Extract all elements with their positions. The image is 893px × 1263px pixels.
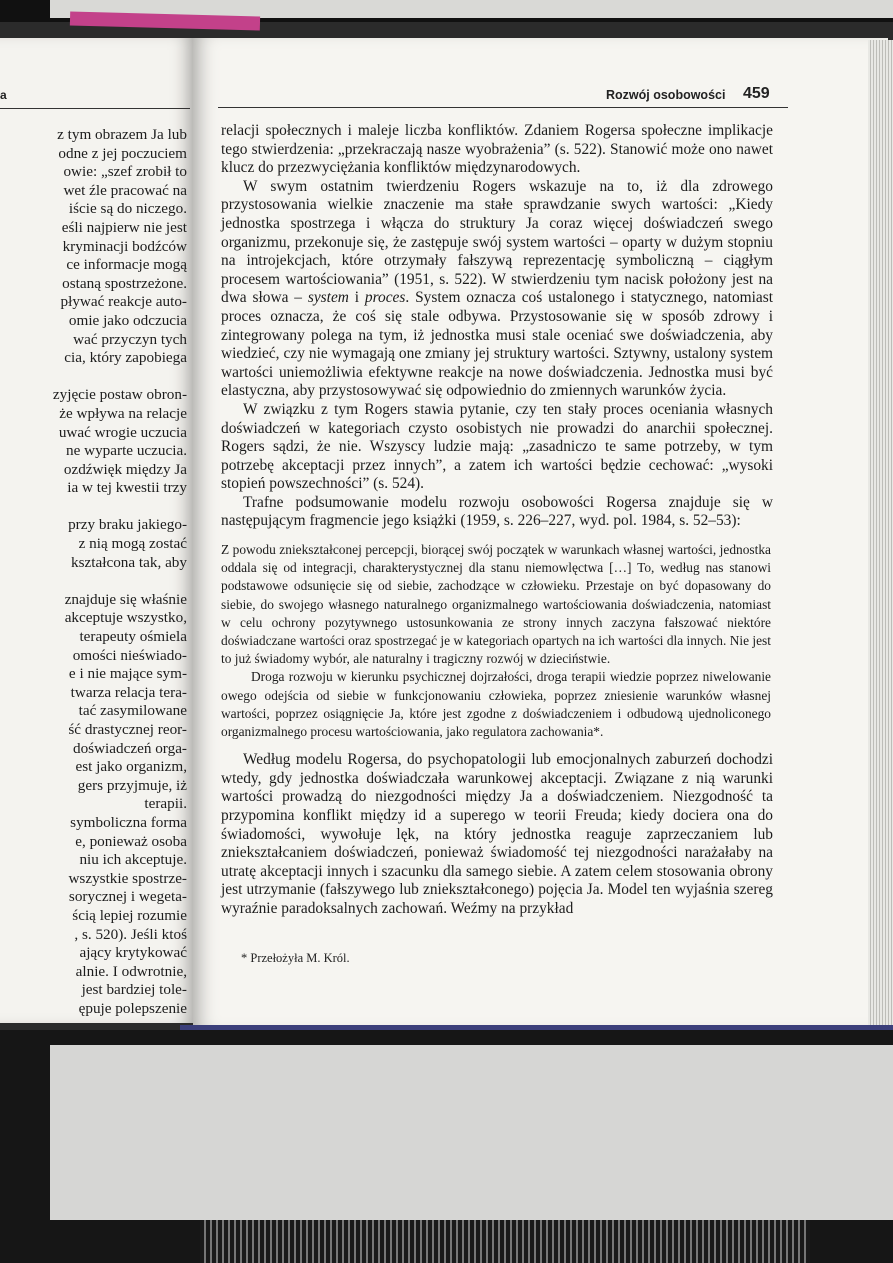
left-page-line bbox=[0, 498, 187, 517]
left-page-line: znajduje się właśnie bbox=[64, 590, 187, 608]
paragraph-2-end: . System oznacza coś ustalonego i statycznego, natomiast proces oznacza, że coś się stale odbywa. Przystosowanie się w sposób zdrowy i zintegrowany polega na tym, iż jednostka musi stale oceniać swe doświadczenia, aby wiedzieć, czy nie wymagają one zmiany jej struktury wartości. Sztywny, ustalony system wartości uniemożliwia efektywne reakcje na nowe doświadczenia. Jednostka musi być elastyczna, aby przystosowywać się odpowiednio do zmiennych warunków życia. bbox=[221, 289, 773, 400]
left-page-line: ść drastycznej reor- bbox=[68, 721, 187, 738]
body-text bbox=[221, 122, 773, 919]
left-page-line: ne wyparte uczucia. bbox=[65, 442, 187, 460]
left-page-line: terapeuty ośmiela bbox=[79, 628, 187, 646]
left-page-line: jest bardziej tole- bbox=[81, 981, 187, 999]
paragraph-5: Według modelu Rogersa, do psychopatologii lub emocjonalnych zaburzeń dochodzi wtedy, gdy jednostka doświadczała warunkowej akceptacji. Związane z nią warunki wartości prowadzą do niezgodności między Ja a doświadczeniem. Niezgodność ta przypomina konflikt między id a superego w teorii Freuda; kiedy dociera ona do świadomości, wywołuje lęk, na który jednostka reaguje zaprzeczaniem lub zniekształcaniem doświadczeń, ponieważ świadomość tej niezgodności narażałaby na utratę akceptacji innych i szacunku dla samego siebie. A zatem celem stosowania obrony jest utrzymanie (fałszywego lub zniekształconego) pojęcia Ja. Model ten wyjaśnia szereg wyraźnie paradoksalnych zachowań. Weźmy na przykład bbox=[221, 751, 773, 918]
block-quote bbox=[221, 541, 773, 741]
left-running-head: a bbox=[0, 88, 7, 102]
left-page bbox=[0, 38, 193, 1023]
left-page-line: ce informacje mogą bbox=[66, 256, 187, 274]
paragraph-3: W związku z tym Rogers stawia pytanie, czy ten stały proces oceniania własnych doświadczeń w kategoriach czysto osobistych nie prowadzi do anarchii społecznej. Rogers sądzi, że nie. Wszyscy ludzie mają: „zasadniczo te same potrzeby, w tym potrzebę akceptacji przez innych”, a zatem ich wartości będzie cechować: „wysoki stopień powszechności” (s. 524). bbox=[221, 400, 773, 493]
paragraph-2-start: W swym ostatnim twierdzeniu Rogers wskazuje na to, iż dla zdrowego przystosowania wielkie znaczenie ma stałe sprawdzanie swych wartości: „Kiedy jednostka spostrzega i włącza do struktury Ja coraz więcej doświadczeń swego organizmu, przekonuje się, że zastępuje swój system wartości – oparty w dużym stopniu na introjekcjach, które otrzymały fałszywą reprezentację symboliczną – ciągłym procesem wartościowania” (1951, s. 522). W stwierdzeniu tym nacisk położony jest na dwa słowa – bbox=[221, 177, 773, 307]
left-page-line: owie: „szef zrobił to bbox=[63, 163, 187, 181]
left-page-line: ający krytykować bbox=[79, 944, 187, 962]
footnote: * Przełożyła M. Król. bbox=[241, 951, 350, 965]
paragraph-1: relacji społecznych i maleje liczba konfliktów. Zdaniem Rogersa społeczne implikacje tego stwierdzenia: „przekraczają nasze wyobrażenia” (s. 522). Stanowić może ono nawet klucz do przezwyciężania konfliktów międzynarodowych. bbox=[221, 122, 773, 177]
left-page-line: wet źle pracować na bbox=[63, 181, 187, 199]
scanner-grille bbox=[200, 1220, 810, 1263]
scanner-top-edge bbox=[0, 0, 893, 22]
emphasis-system: system bbox=[307, 289, 349, 307]
head-rule bbox=[218, 107, 788, 108]
left-page-line: omości nieświado- bbox=[72, 646, 187, 664]
left-page-line: eśli najpierw nie jest bbox=[61, 218, 187, 236]
paragraph-2-conj: i bbox=[348, 289, 365, 307]
page-number: 459 bbox=[743, 85, 770, 102]
left-page-line: ępuje polepszenie bbox=[78, 999, 187, 1017]
left-page-line: kształcona tak, aby bbox=[71, 553, 187, 571]
left-page-line: tać zasymilowane bbox=[78, 702, 187, 720]
emphasis-proces: proces bbox=[364, 289, 406, 307]
left-page-line: uwać wrogie uczucia bbox=[58, 423, 187, 441]
left-page-text bbox=[0, 126, 187, 1019]
left-page-line: pływać reakcje auto- bbox=[60, 293, 187, 311]
left-page-line bbox=[0, 572, 187, 591]
left-page-line: kryminacji bodźców bbox=[62, 237, 187, 255]
running-head: Rozwój osobowości bbox=[606, 88, 726, 102]
left-page-line: ia w tej kwestii trzy bbox=[67, 479, 187, 497]
left-page-line: przy braku jakiego- bbox=[68, 516, 187, 534]
left-page-line: ozdźwięk między Ja bbox=[63, 460, 187, 478]
left-page-line: akceptuje wszystko, bbox=[64, 609, 187, 627]
scanner-tray bbox=[50, 1045, 893, 1220]
paragraph-2 bbox=[221, 178, 773, 401]
left-page-line: zyjęcie postaw obron- bbox=[52, 386, 187, 404]
left-page-line: że wpływa na relacje bbox=[59, 404, 187, 422]
left-page-line: z tym obrazem Ja lub bbox=[57, 126, 187, 143]
left-head-rule bbox=[0, 108, 190, 109]
left-page-line: gers przyjmuje, iż bbox=[77, 776, 187, 794]
left-page-line: , s. 520). Jeśli ktoś bbox=[74, 925, 187, 943]
left-page-line: z nią mogą zostać bbox=[78, 535, 187, 553]
quote-paragraph-2: Droga rozwoju w kierunku psychicznej dojrzałości, droga terapii wiedzie poprzez niwelowanie owego odejścia od siebie w funkcjonowaniu człowieka, poprzez zniesienie warunków własnej wartości, poprzez osiągnięcie Ja, które jest zgodne z doświadczeniem i odbudową ujednoliconego organizmalnego procesu wartościowania, jako regulatora zachowania*. bbox=[221, 669, 771, 740]
left-page-line: symboliczna forma bbox=[70, 813, 187, 831]
quote-paragraph-1: Z powodu zniekształconej percepcji, biorącej swój początek w warunkach własnej wartości, jednostka oddala się od integracji, charakterystycznej dla stanu niemowlęctwa […] To, według nas stanowi podstawowe odsunięcie się od siebie, zachodzące w człowieku. Przestaje on być dopasowany do siebie, do swojego własnego naturalnego organizmalnego wartościowania doświadczenia, natomiast w celu ochrony pozytywnego ustosunkowania ze strony innych zaczyna fałszować niektóre doświadczane wartości oraz spostrzegać je w kategoriach opartych na ich wartości dla innych. Nie jest to już świadomy wybór, ale naturalny i tragiczny rozwój w dzieciństwie. bbox=[221, 542, 771, 667]
page-edges bbox=[868, 40, 893, 1030]
left-page-line: terapii. bbox=[144, 795, 187, 813]
paragraph-4: Trafne podsumowanie modelu rozwoju osobowości Rogersa znajduje się w następującym fragmencie jego książki (1959, s. 226–227, wyd. pol. 1984, s. 52–53): bbox=[221, 493, 773, 530]
left-page-line: wać przyczyn tych bbox=[73, 330, 187, 348]
left-page-line bbox=[0, 368, 187, 387]
left-page-line: cia, który zapobiega bbox=[64, 349, 187, 367]
right-page bbox=[193, 38, 888, 1028]
left-page-line: sorycznej i wegeta- bbox=[68, 888, 187, 906]
left-page-line: e, ponieważ osoba bbox=[75, 832, 187, 850]
left-page-line: wszystkie spostrze- bbox=[68, 869, 187, 887]
left-page-line: iście są do niczego. bbox=[68, 200, 187, 218]
left-page-line: omie jako odczucia bbox=[68, 311, 187, 329]
left-page-line: est jako organizm, bbox=[75, 758, 187, 776]
left-page-line: odne z jej poczuciem bbox=[58, 144, 187, 162]
left-page-line: twarza relacja tera- bbox=[70, 683, 187, 701]
left-page-line: ostaną spostrzeżone. bbox=[62, 274, 187, 292]
left-page-line: e i nie mające sym- bbox=[68, 665, 187, 683]
left-page-line: alnie. I odwrotnie, bbox=[75, 962, 187, 980]
left-page-line: niu ich akceptuje. bbox=[79, 851, 187, 869]
left-page-line: doświadczeń orga- bbox=[72, 739, 187, 757]
left-page-line: ścią lepiej rozumie bbox=[72, 906, 187, 924]
